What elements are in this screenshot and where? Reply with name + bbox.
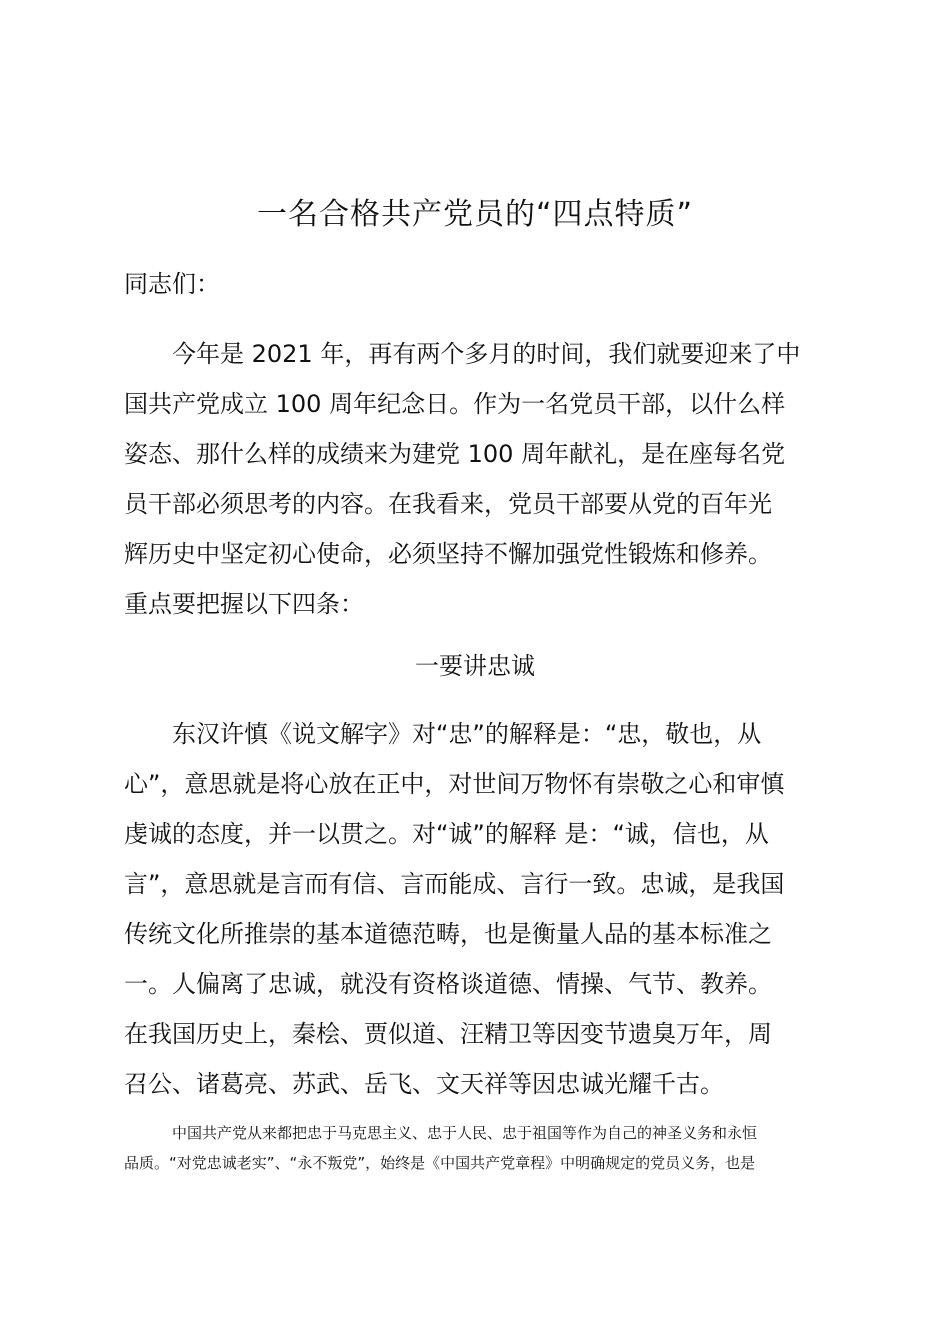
section-line: 召公、诸葛亮、苏武、岳飞、文天祥等因忠诚光耀千古。	[124, 1070, 724, 1098]
section-line: 言”，意思就是言而有信、言而能成、言行一致。忠诚，是我国	[124, 870, 785, 898]
section-line: 东汉许慎《说文解字》对“忠”的解释是：“忠，敬也，从	[172, 720, 762, 748]
section-heading: 一要讲忠诚	[415, 652, 535, 680]
small-text-line: 中国共产党从来都把忠于马克思主义、忠于人民、忠于祖国等作为自己的神圣义务和永恒	[172, 1124, 758, 1142]
intro-line: 今年是 2021 年，再有两个多月的时间，我们就要迎来了中	[172, 340, 801, 368]
intro-line: 国共产党成立 100 周年纪念日。作为一名党员干部，以什么样	[124, 390, 786, 418]
intro-line: 员干部必须思考的内容。在我看来，党员干部要从党的百年光	[124, 490, 772, 518]
section-line: 一。人偏离了忠诚，就没有资格谈道德、情操、气节、教养。	[124, 970, 772, 998]
intro-line: 重点要把握以下四条：	[124, 590, 364, 618]
section-line: 传统文化所推崇的基本道德范畴，也是衡量人品的基本标准之	[124, 920, 772, 948]
section-line: 虔诚的态度，并一以贯之。对“诚”的解释 是：“诚，信也，从	[124, 820, 769, 848]
document-title: 一名合格共产党员的“四点特质”	[256, 197, 694, 232]
section-line: 心”，意思就是将心放在正中，对世间万物怀有崇敬之心和审慎	[124, 770, 785, 798]
intro-line: 辉历史中坚定初心使命，必须坚持不懈加强党性锻炼和修养。	[124, 540, 772, 568]
section-line: 在我国历史上，秦桧、贾似道、汪精卫等因变节遗臭万年，周	[124, 1020, 772, 1048]
small-text-line: 品质。“对党忠诚老实”、“永不叛党”，始终是《中国共产党章程》中明确规定的党员义务，也是	[124, 1154, 756, 1172]
intro-line: 姿态、那什么样的成绩来为建党 100 周年献礼，是在座每名党	[124, 440, 786, 468]
salutation: 同志们：	[124, 270, 220, 298]
